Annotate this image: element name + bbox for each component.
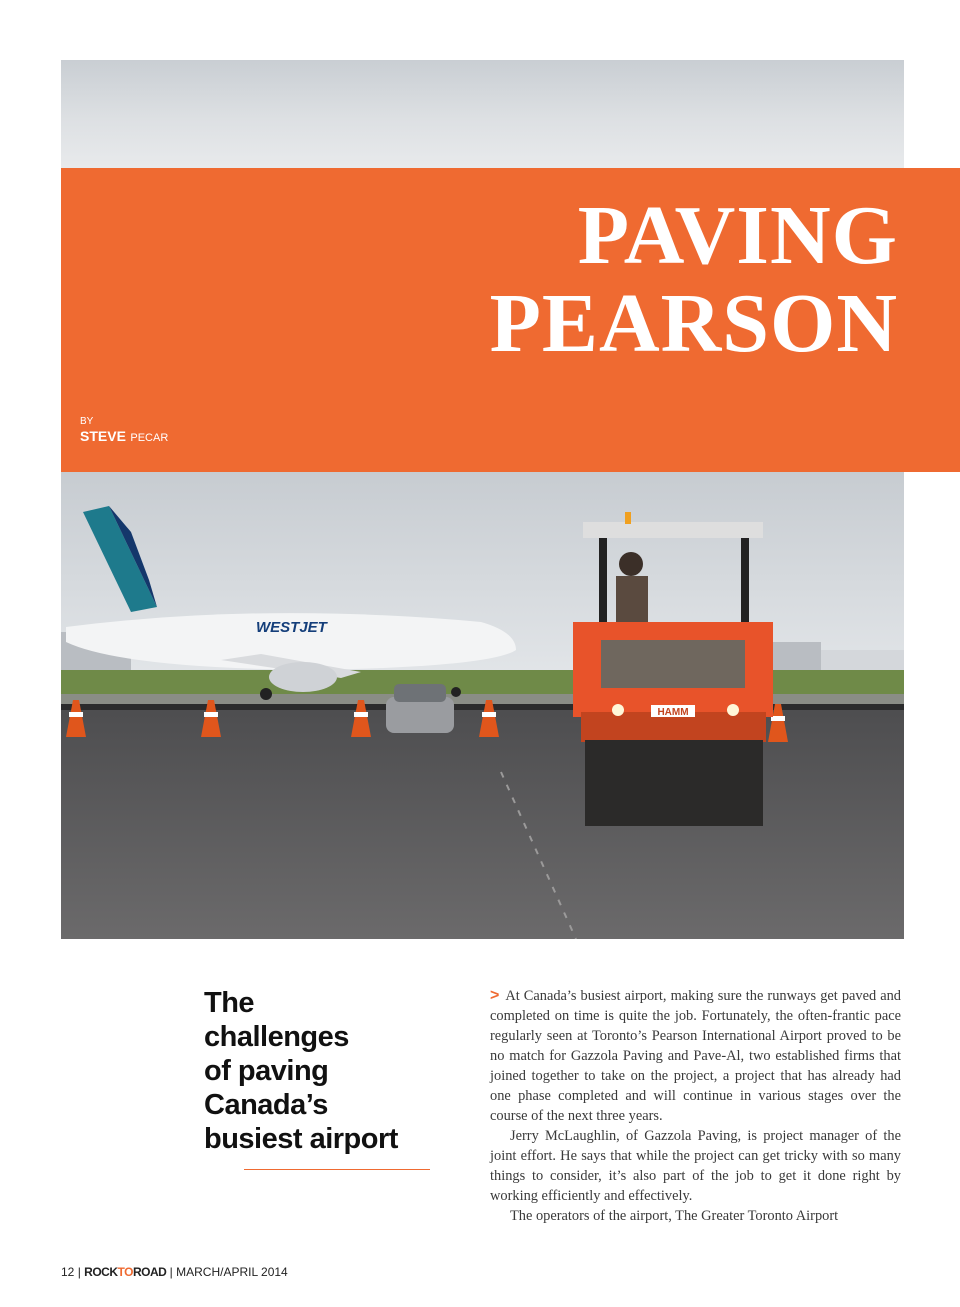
author-first-name: STEVE	[80, 428, 126, 444]
article-title	[489, 189, 898, 370]
body-paragraph	[490, 986, 901, 1126]
article-deck	[204, 986, 434, 1156]
deck-line-2: challenges	[204, 1021, 349, 1053]
car	[386, 684, 454, 733]
deck-divider	[244, 1169, 430, 1170]
logo-part-rock: ROCK	[84, 1265, 118, 1279]
deck-line-1: The	[204, 987, 255, 1019]
byline-by: BY	[80, 416, 94, 427]
logo-part-to: TO	[117, 1265, 133, 1279]
chevron-right-icon: >	[490, 987, 500, 1004]
folio-separator: |	[77, 1265, 81, 1279]
body-paragraph-1-text: At Canada’s busiest airport, making sure the runways get paved and completed on time is quite the job. Fortunately, the often-frantic pace regularly seen at Toronto’s Pearson International Airport proved to be no match for Gazzola Paving and Pave-Al, two established firms that joined together to take on the project, a project that has already had one phase completed and will continue in various stages over the course of the next three years.	[490, 988, 901, 1124]
byline	[80, 416, 168, 446]
folio-separator: |	[169, 1265, 173, 1279]
page-footer	[61, 1265, 288, 1279]
page-number: 12	[61, 1265, 75, 1279]
plane-livery: WESTJET	[256, 619, 327, 636]
author-last-name: PECAR	[130, 432, 169, 444]
issue-date: MARCH/APRIL 2014	[176, 1265, 288, 1279]
deck-line-3: of paving	[204, 1055, 329, 1087]
article-title-line-2: PEARSON	[489, 277, 898, 370]
article-title-line-1: PAVING	[577, 189, 898, 282]
magazine-logo	[84, 1265, 166, 1279]
body-paragraph: Jerry McLaughlin, of Gazzola Paving, is project manager of the joint effort. He says that while the project can get tricky with so many things to consider, it’s also part of the job to get it done right by working efficiently and effectively.	[490, 1128, 901, 1204]
deck-line-4: Canada’s	[204, 1089, 328, 1121]
article-body	[490, 986, 901, 1226]
deck-line-5: busiest airport	[204, 1123, 398, 1155]
title-banner	[61, 168, 960, 472]
roller-brand: HAMM	[657, 707, 689, 718]
hero-photo	[61, 472, 904, 939]
logo-part-road: ROAD	[132, 1265, 167, 1279]
hero-photo-sky	[61, 60, 904, 168]
body-paragraph: The operators of the airport, The Greater Toronto Airport	[510, 1208, 839, 1224]
